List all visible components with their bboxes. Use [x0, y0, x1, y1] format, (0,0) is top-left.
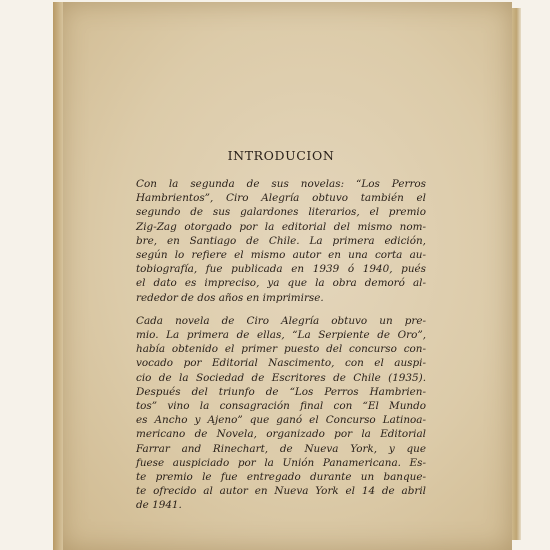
text-line: Cada novela de Ciro Alegría obtuvo un pre- — [136, 314, 426, 327]
text-line: Después del triunfo de “Los Perros Hambrien- — [136, 385, 426, 398]
text-line: había obtenido el primer puesto del concurso con- — [136, 343, 426, 356]
paragraph-2 — [136, 314, 426, 513]
text-line: Farrar and Rinechart, de Nueva York, y que — [136, 442, 426, 455]
text-line: tobiografía, fue publicada en 1939 ó 1940, pués — [136, 263, 426, 276]
text-line: mio. La primera de ellas, “La Serpiente de Oro”, — [136, 329, 426, 342]
text-line: segundo de sus galardones literarios, el premio — [136, 206, 426, 219]
text-line: el dato es impreciso, ya que la obra demoró al- — [136, 277, 426, 290]
text-line: cio de la Sociedad de Escritores de Chile (1935). — [136, 371, 426, 384]
text-line: Hambrientos”, Ciro Alegría obtuvo también el — [136, 192, 426, 205]
chapter-heading: INTRODUCION — [227, 148, 335, 163]
text-line: de 1941. — [136, 499, 182, 512]
text-line: tos” vino la consagración final con “El Mundo — [136, 400, 426, 413]
text-line: fuese auspiciado por la Unión Panamericana. Es- — [136, 456, 426, 469]
paragraph-1 — [136, 177, 426, 305]
book-page — [60, 2, 512, 550]
text-block — [136, 148, 426, 522]
text-line: según lo refiere el mismo autor en una corta au- — [136, 249, 426, 262]
text-line: rededor de dos años en imprimirse. — [136, 291, 324, 304]
text-line: es Ancho y Ajeno” que ganó el Concurso Latinoa- — [136, 414, 426, 427]
text-line: te ofrecido al autor en Nueva York el 14 de abril — [136, 485, 426, 498]
text-line: te premio le fue entregado durante un banque- — [136, 471, 426, 484]
text-line: Zig-Zag otorgado por la editorial del mismo nom- — [136, 220, 426, 233]
text-line: bre, en Santiago de Chile. La primera edición, — [136, 234, 426, 247]
text-line: Con la segunda de sus novelas: “Los Perros — [136, 178, 426, 190]
text-line: vocado por Editorial Nascimento, con el auspi- — [136, 357, 426, 370]
text-line: mericano de Novela, organizado por la Editorial — [136, 428, 426, 441]
